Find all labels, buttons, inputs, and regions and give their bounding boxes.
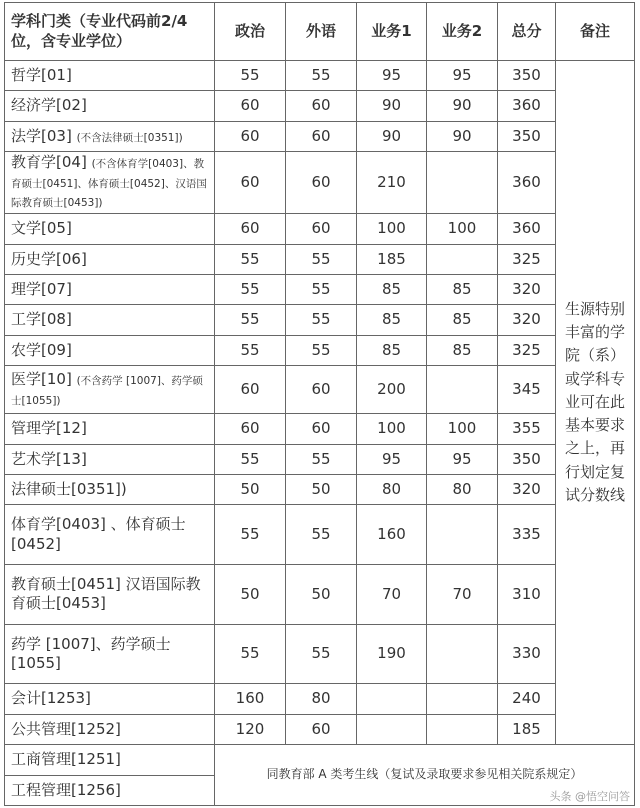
subject-cell — [5, 91, 215, 121]
c1-cell: 100 — [357, 214, 427, 244]
c2-cell: 95 — [427, 444, 498, 474]
c1-cell: 160 — [357, 505, 427, 565]
header-politics: 政治 — [215, 3, 286, 61]
total-cell: 345 — [498, 366, 556, 414]
c1-cell: 85 — [357, 305, 427, 335]
c2-cell: 70 — [427, 565, 498, 625]
c2-cell: 80 — [427, 475, 498, 505]
subject-name: 文学[05] — [11, 219, 72, 238]
foreign-cell: 80 — [286, 684, 357, 714]
total-cell: 360 — [498, 214, 556, 244]
politics-cell: 55 — [215, 444, 286, 474]
politics-cell: 60 — [215, 214, 286, 244]
subject-cell — [5, 684, 215, 714]
header-row — [5, 3, 635, 61]
foreign-cell: 55 — [286, 305, 357, 335]
table-row — [5, 444, 635, 474]
table-row — [5, 121, 635, 151]
c1-cell — [357, 684, 427, 714]
subject-name: 工学[08] — [11, 310, 72, 329]
politics-cell: 60 — [215, 91, 286, 121]
table-row — [5, 91, 635, 121]
table-row — [5, 714, 635, 744]
politics-cell: 60 — [215, 366, 286, 414]
table-row — [5, 624, 635, 684]
total-cell: 325 — [498, 244, 556, 274]
foreign-cell: 60 — [286, 121, 357, 151]
foreign-cell: 55 — [286, 505, 357, 565]
subject-name: 艺术学[13] — [11, 449, 87, 468]
foreign-cell: 55 — [286, 61, 357, 91]
total-cell: 240 — [498, 684, 556, 714]
footer-note: 同教育部 A 类考生线（复试及录取要求参见相关院系规定） — [215, 745, 635, 806]
remark-cell: 生源特别丰富的学院（系）或学科专业可在此基本要求之上，再行划定复试分数线 — [556, 61, 635, 745]
subject-name: 法律硕士[0351]) — [11, 479, 127, 498]
total-cell: 325 — [498, 335, 556, 365]
politics-cell: 55 — [215, 61, 286, 91]
politics-cell: 55 — [215, 335, 286, 365]
subject-cell — [5, 305, 215, 335]
c2-cell: 90 — [427, 91, 498, 121]
foreign-cell: 60 — [286, 152, 357, 214]
politics-cell: 160 — [215, 684, 286, 714]
subject-cell — [5, 565, 215, 625]
c2-cell: 100 — [427, 414, 498, 444]
header-remark: 备注 — [556, 3, 635, 61]
c2-cell: 85 — [427, 335, 498, 365]
c1-cell: 70 — [357, 565, 427, 625]
politics-cell: 55 — [215, 624, 286, 684]
c2-cell: 90 — [427, 121, 498, 151]
header-foreign: 外语 — [286, 3, 357, 61]
subject-name: 农学[09] — [11, 340, 72, 359]
total-cell: 350 — [498, 121, 556, 151]
c2-cell: 85 — [427, 275, 498, 305]
c1-cell — [357, 714, 427, 744]
foreign-cell: 55 — [286, 275, 357, 305]
score-table — [4, 2, 635, 806]
subject-cell — [5, 714, 215, 744]
subject-name: 公共管理[1252] — [11, 719, 121, 738]
subject-name: 理学[07] — [11, 280, 72, 299]
header-subject: 学科门类（专业代码前2/4位，含专业学位） — [5, 3, 215, 61]
header-total: 总分 — [498, 3, 556, 61]
subject-note: (不含药学 [1007]、药学硕士[1055]) — [11, 375, 203, 407]
table-row — [5, 244, 635, 274]
table-row — [5, 684, 635, 714]
c2-cell — [427, 152, 498, 214]
foreign-cell: 55 — [286, 244, 357, 274]
subject-name: 经济学[02] — [11, 96, 87, 115]
c2-cell: 95 — [427, 61, 498, 91]
subject-name: 法学[03] — [11, 126, 72, 145]
total-cell: 360 — [498, 152, 556, 214]
subject-cell — [5, 366, 215, 414]
foreign-cell: 50 — [286, 475, 357, 505]
table-row — [5, 335, 635, 365]
c1-cell: 90 — [357, 91, 427, 121]
politics-cell: 55 — [215, 505, 286, 565]
total-cell: 310 — [498, 565, 556, 625]
subject-cell — [5, 275, 215, 305]
politics-cell: 120 — [215, 714, 286, 744]
subject-note: (不含体育学[0403]、教育硕士[0451]、体育硕士[0452]、汉语国际教育硕士[0453]) — [11, 158, 207, 210]
foreign-cell: 55 — [286, 624, 357, 684]
c1-cell: 95 — [357, 61, 427, 91]
subject-cell — [5, 121, 215, 151]
table-row — [5, 214, 635, 244]
table-row — [5, 745, 635, 775]
total-cell: 350 — [498, 61, 556, 91]
total-cell: 320 — [498, 275, 556, 305]
subject-name: 管理学[12] — [11, 419, 87, 438]
subject-cell — [5, 335, 215, 365]
total-cell: 320 — [498, 475, 556, 505]
politics-cell: 60 — [215, 121, 286, 151]
table-row — [5, 61, 635, 91]
table-row — [5, 305, 635, 335]
total-cell: 320 — [498, 305, 556, 335]
subject-name: 体育学[0403] 、体育硕士[0452] — [11, 515, 186, 553]
subject-name: 工商管理[1251] — [5, 745, 215, 775]
politics-cell: 60 — [215, 152, 286, 214]
subject-name: 历史学[06] — [11, 249, 87, 268]
subject-cell — [5, 505, 215, 565]
politics-cell: 55 — [215, 275, 286, 305]
total-cell: 330 — [498, 624, 556, 684]
c1-cell: 185 — [357, 244, 427, 274]
subject-name: 哲学[01] — [11, 65, 72, 84]
politics-cell: 55 — [215, 244, 286, 274]
foreign-cell: 50 — [286, 565, 357, 625]
c1-cell: 200 — [357, 366, 427, 414]
foreign-cell: 55 — [286, 444, 357, 474]
c1-cell: 210 — [357, 152, 427, 214]
subject-cell — [5, 414, 215, 444]
watermark: 头条 @悟空问答 — [549, 790, 630, 803]
total-cell: 350 — [498, 444, 556, 474]
c2-cell — [427, 624, 498, 684]
header-course2: 业务2 — [427, 3, 498, 61]
c2-cell — [427, 505, 498, 565]
total-cell: 185 — [498, 714, 556, 744]
total-cell: 355 — [498, 414, 556, 444]
subject-cell — [5, 214, 215, 244]
subject-cell — [5, 444, 215, 474]
politics-cell: 50 — [215, 565, 286, 625]
table-row — [5, 275, 635, 305]
politics-cell: 50 — [215, 475, 286, 505]
table-row — [5, 366, 635, 414]
subject-name: 工程管理[1256] — [5, 775, 215, 806]
subject-name: 教育学[04] — [11, 153, 87, 172]
subject-name: 教育硕士[0451] 汉语国际教育硕士[0453] — [11, 574, 201, 613]
table-row — [5, 414, 635, 444]
c1-cell: 100 — [357, 414, 427, 444]
c2-cell — [427, 366, 498, 414]
c1-cell: 95 — [357, 444, 427, 474]
c1-cell: 190 — [357, 624, 427, 684]
subject-cell — [5, 152, 215, 214]
foreign-cell: 55 — [286, 335, 357, 365]
c2-cell — [427, 684, 498, 714]
c2-cell: 100 — [427, 214, 498, 244]
table-row — [5, 152, 635, 214]
foreign-cell: 60 — [286, 366, 357, 414]
politics-cell: 55 — [215, 305, 286, 335]
foreign-cell: 60 — [286, 714, 357, 744]
subject-cell — [5, 61, 215, 91]
foreign-cell: 60 — [286, 214, 357, 244]
subject-cell — [5, 624, 215, 684]
subject-name: 药学 [1007]、药学硕士 [1055] — [11, 634, 171, 673]
c1-cell: 85 — [357, 275, 427, 305]
c1-cell: 85 — [357, 335, 427, 365]
c2-cell — [427, 244, 498, 274]
table-row — [5, 475, 635, 505]
foreign-cell: 60 — [286, 91, 357, 121]
subject-cell — [5, 244, 215, 274]
table-row — [5, 505, 635, 565]
politics-cell: 60 — [215, 414, 286, 444]
c2-cell: 85 — [427, 305, 498, 335]
subject-cell — [5, 475, 215, 505]
subject-name: 医学[10] — [11, 370, 72, 389]
header-course1: 业务1 — [357, 3, 427, 61]
total-cell: 360 — [498, 91, 556, 121]
table-row — [5, 565, 635, 625]
subject-note: (不含法律硕士[0351]) — [76, 131, 183, 144]
c2-cell — [427, 714, 498, 744]
c1-cell: 90 — [357, 121, 427, 151]
c1-cell: 80 — [357, 475, 427, 505]
total-cell: 335 — [498, 505, 556, 565]
foreign-cell: 60 — [286, 414, 357, 444]
subject-name: 会计[1253] — [11, 689, 91, 708]
